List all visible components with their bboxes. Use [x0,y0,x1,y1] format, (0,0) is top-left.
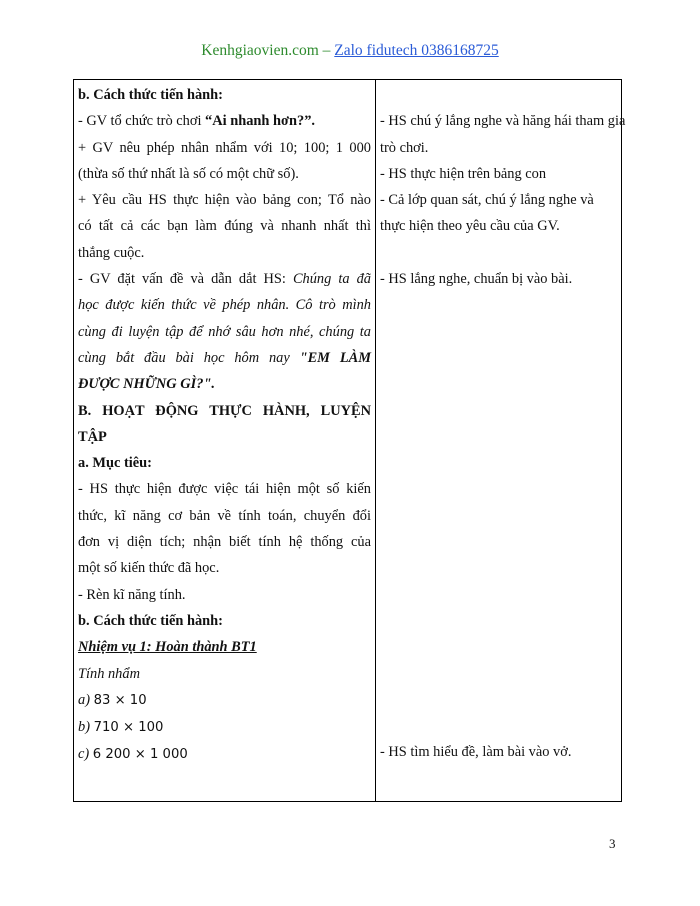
text-line: + Yêu cầu HS thực hiện vào bảng con; Tổ nào [78,192,371,209]
lesson-table [73,79,626,802]
text-line: học được kiến thức về phép nhân. Cô trò mình [78,297,371,314]
exercise-item: b) 710 × 100 [78,719,164,736]
section-heading: TẬP [78,428,107,445]
text-line: có tất cả các bạn làm đúng và nhanh nhất thì [78,218,371,235]
text-line: - HS chú ý lắng nghe và hăng hái tham gia [380,113,626,130]
section-heading: b. Cách thức tiến hành: [78,87,223,103]
text-line: + GV nêu phép nhân nhẩm với 10; 100; 1 000 [78,139,371,156]
page-number: 3 [609,836,616,851]
text-line: thức, kĩ năng cơ bản về tính toán, chuyển đổi [78,507,371,524]
exercise-item: a) 83 × 10 [78,691,147,708]
page-header [0,42,700,60]
text-line: cùng đi luyện tập để nhớ sâu hơn nhé, chúng ta [78,323,371,340]
text-line: Tính nhẩm [78,665,140,682]
site-name: Kenhgiaovien.com [201,42,319,59]
text-line: - HS thực hiện được việc tái hiện một số kiến [78,481,371,498]
teacher-activities-column [78,82,371,769]
text-line: thắng cuộc. [78,244,145,261]
text-line: - Rèn kĩ năng tính. [78,586,186,603]
text-line: (thừa số thứ nhất là số có một chữ số). [78,165,299,182]
section-heading: b. Cách thức tiến hành: [78,612,223,629]
zalo-link[interactable]: Zalo fidutech 0386168725 [334,42,499,59]
text-line: ĐƯỢC NHỮNG GÌ?". [78,376,216,393]
text-line: - Cả lớp quan sát, chú ý lắng nghe và [380,192,594,209]
text-line: - GV đặt vấn đề và dẫn dắt HS: Chúng ta đã [78,271,371,288]
text-line: - HS lắng nghe, chuẩn bị vào bài. [380,271,573,288]
text-line: thực hiện theo yêu cầu của GV. [380,218,560,235]
text-line: đơn vị diện tích; nhận biết tính hệ thống của [78,534,371,551]
header-separator: – [318,42,335,59]
section-heading: a. Mục tiêu: [78,455,152,472]
student-activities-column [380,82,626,766]
column-divider [375,80,376,801]
spacer [380,82,618,108]
section-heading: B. HOẠT ĐỘNG THỰC HÀNH, LUYỆN [78,402,371,419]
text-line: - HS thực hiện trên bảng con [380,165,547,182]
text-line: một số kiến thức đã học. [78,560,220,577]
spacer [380,240,618,266]
text-line: - GV tổ chức trò chơi “Ai nhanh hơn?”. [78,113,316,130]
text-line: trò chơi. [380,139,429,156]
exercise-item: c) 6 200 × 1 000 [78,746,188,763]
text-line: cùng bắt đầu bài học hôm nay "EM LÀM [78,349,372,366]
task-heading: Nhiệm vụ 1: Hoàn thành BT1 [78,639,257,656]
text-line: - HS tìm hiểu đề, làm bài vào vở. [380,744,572,761]
